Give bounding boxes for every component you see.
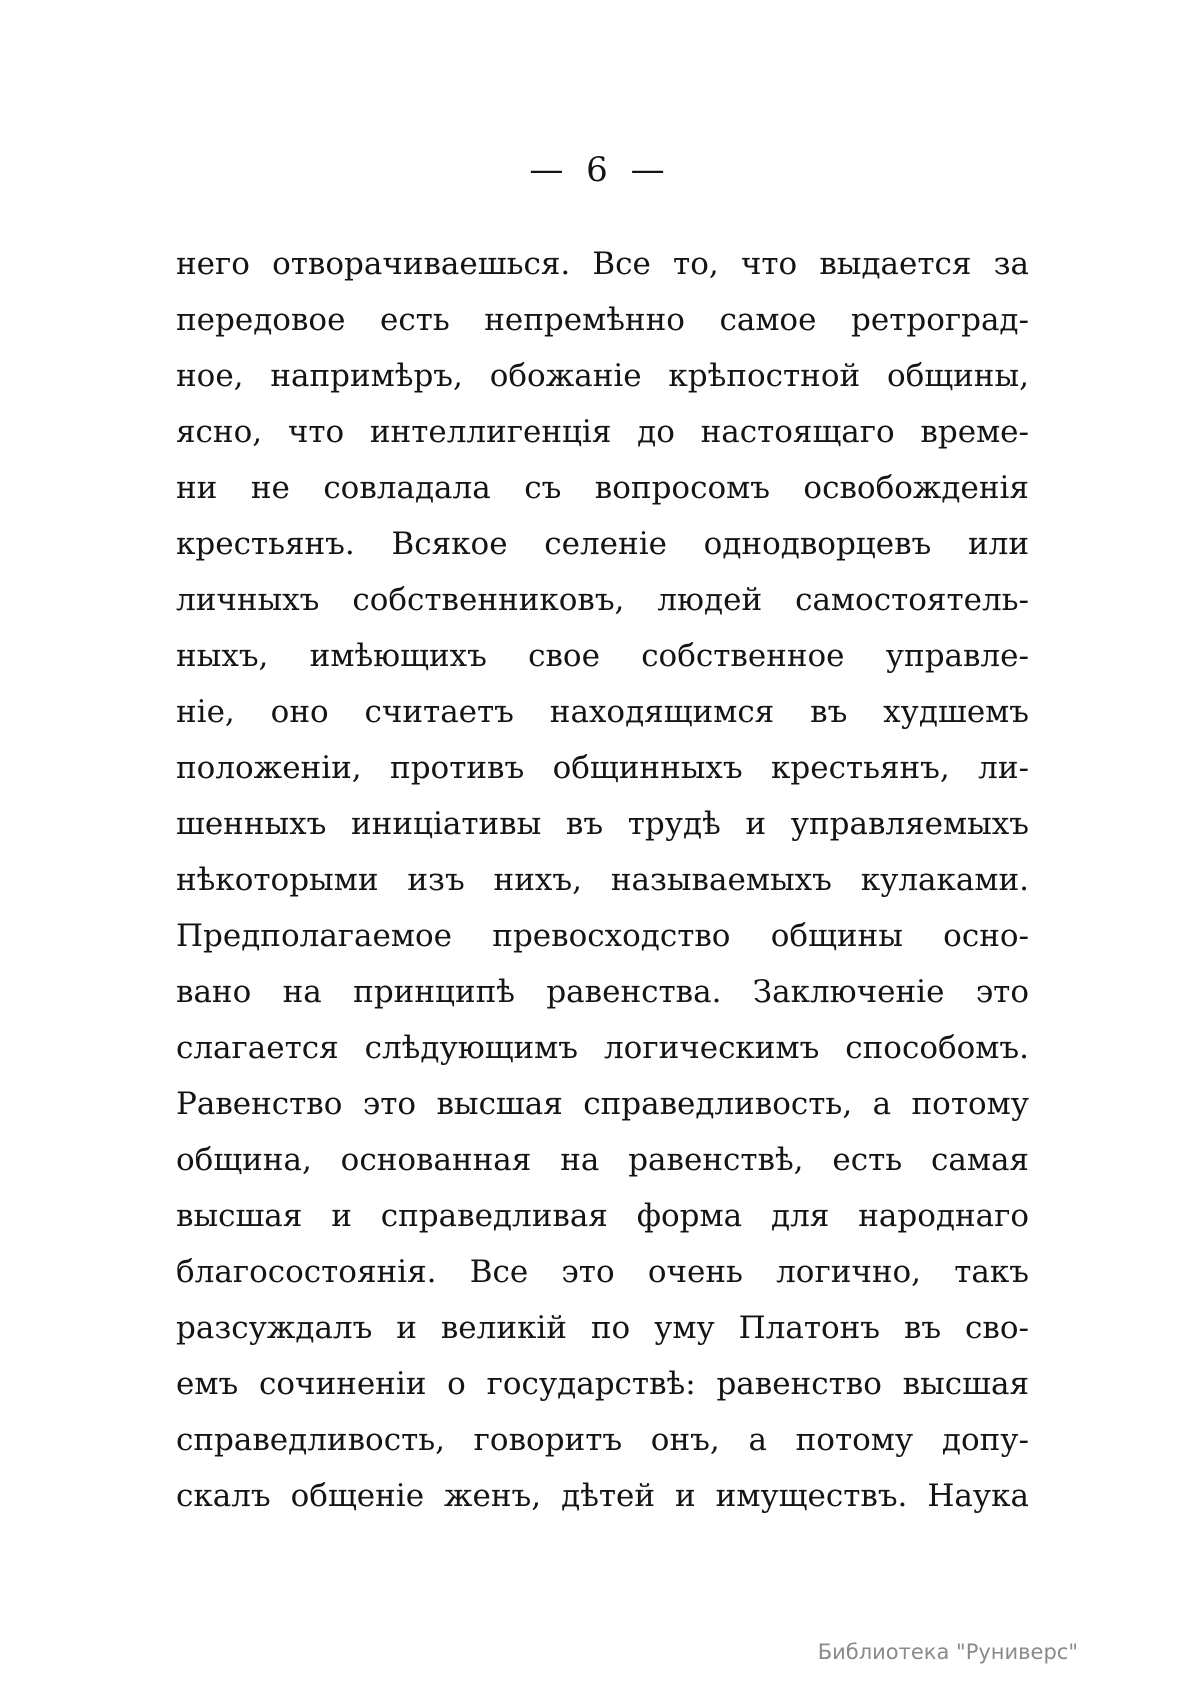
- text-line: ныхъ, имѣющихъ свое собственное управле-: [176, 638, 1029, 674]
- body-text: [176, 236, 1029, 1524]
- text-line: шенныхъ иниціативы въ трудѣ и управляемыхъ: [176, 806, 1029, 842]
- text-line: личныхъ собственниковъ, людей самостоятель-: [176, 582, 1029, 618]
- text-line: Равенство это высшая справедливость, а потому: [176, 1086, 1029, 1122]
- text-line: разсуждалъ и великій по уму Платонъ въ сво-: [176, 1310, 1029, 1346]
- text-line: справедливость, говоритъ онъ, а потому допу-: [176, 1422, 1029, 1458]
- text-line: ясно, что интеллигенція до настоящаго време-: [176, 414, 1029, 450]
- text-line: благосостоянія. Все это очень логично, такъ: [176, 1254, 1029, 1290]
- text-line: ное, напримѣръ, обожаніе крѣпостной общины,: [176, 358, 1029, 394]
- text-line: скалъ общеніе женъ, дѣтей и имуществъ. Наука: [176, 1478, 1029, 1514]
- text-line: слагается слѣдующимъ логическимъ способомъ.: [176, 1030, 1029, 1066]
- text-line: него отворачиваешься. Все то, что выдается за: [176, 246, 1029, 282]
- text-line: ніе, оно считаетъ находящимся въ худшемъ: [176, 694, 1029, 730]
- text-line: емъ сочиненіи о государствѣ: равенство высшая: [176, 1366, 1029, 1402]
- text-line: передовое есть непремѣнно самое ретроград-: [176, 302, 1029, 338]
- text-line: община, основанная на равенствѣ, есть самая: [176, 1142, 1029, 1178]
- page-number: — 6 —: [529, 150, 671, 190]
- text-line: ни не совладала съ вопросомъ освобожденія: [176, 470, 1029, 506]
- text-line: Предполагаемое превосходство общины осно-: [176, 918, 1029, 954]
- text-line: положеніи, противъ общинныхъ крестьянъ, ли-: [176, 750, 1029, 786]
- text-line: крестьянъ. Всякое селеніе однодворцевъ или: [176, 526, 1029, 562]
- text-line: нѣкоторыми изъ нихъ, называемыхъ кулаками.: [176, 862, 1029, 898]
- text-line: высшая и справедливая форма для народнаго: [176, 1198, 1029, 1234]
- text-line: вано на принципѣ равенства. Заключеніе это: [176, 974, 1029, 1010]
- library-watermark: Библиотека "Руниверс": [817, 1640, 1078, 1664]
